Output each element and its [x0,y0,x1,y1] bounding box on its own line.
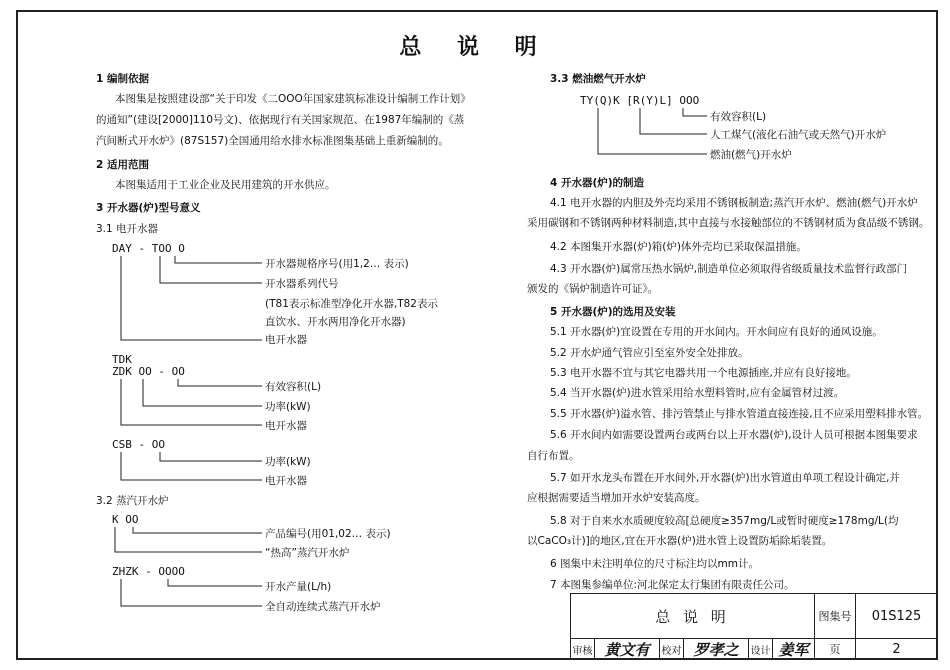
review-signature: 黄文有 [594,638,660,660]
model-code-k: K OO [112,513,139,526]
section-5-text: 5.2 开水炉通气管应引至室外安全处排放。 [550,347,749,359]
design-signature: 姜军 [772,638,815,660]
section-3-heading: 3 开水器(炉)型号意义 [96,202,201,214]
model-label: (T81表示标准型净化开水器,T82表示 [265,298,438,310]
section-4-text: 采用碳钢和不锈钢两种材料制造,其中直接与水接触部位的不锈钢材质为食品级不锈钢。 [527,217,930,229]
section-4-text: 4.3 开水器(炉)属常压热水锅炉,制造单位必须取得省级质量技术监督行政部门 [550,263,908,275]
atlas-number-label: 图集号 [814,593,856,639]
section-5-text: 5.3 电开水器不宜与其它电器共用一个电源插座,并应有良好接地。 [550,367,857,379]
model-label: 电开水器 [265,334,307,346]
section-5-text: 以CaCO₃计)]的地区,宜在开水器(炉)进水管上设置防垢除垢装置。 [527,535,833,547]
model-label: 电开水器 [265,420,307,432]
model-label: 直饮水、开水两用净化开水器) [265,316,406,328]
model-code-tdk: TDK [112,353,132,366]
title-block-name: 总 说 明 [570,593,815,639]
model-label: 电开水器 [265,475,307,487]
section-5-text: 5.6 开水间内如需要设置两台或两台以上开水器(炉),设计人员可根据本图集要求 [550,429,918,441]
model-label: 人工煤气(液化石油气或天然气)开水炉 [710,129,887,141]
section-1-text: 本图集是按照建设部“关于印发《二OOO年国家建筑标准设计编制工作计划》 [115,93,471,105]
section-5-text: 5.8 对于自来水水质硬度较高[总硬度≥357mg/L或暂时硬度≥178mg/L(均 [550,515,899,527]
section-5-text: 5.4 当开水器(炉)进水管采用给水塑料管时,应有金属管材过渡。 [550,387,845,399]
model-label: 功率(kW) [265,456,311,468]
model-label: 功率(kW) [265,401,311,413]
model-label: 燃油(燃气)开水炉 [710,149,792,161]
title-block [570,593,938,660]
section-3-2-heading: 3.2 蒸汽开水炉 [96,495,169,507]
model-label: 有效容积(L) [710,111,767,123]
model-label: 开水器规格序号(用1,2… 表示) [265,258,409,270]
section-2-heading: 2 适用范围 [96,159,149,171]
section-4-heading: 4 开水器(炉)的制造 [550,177,645,189]
section-5-text: 自行布置。 [527,450,580,462]
page-label: 页 [814,638,856,660]
section-5-heading: 5 开水器(炉)的选用及安装 [550,306,676,318]
check-label: 校对 [659,638,684,660]
model-label: 开水产量(L/h) [265,581,332,593]
section-2-text: 本图集适用于工业企业及民用建筑的开水供应。 [115,179,336,191]
model-label: 产品编号(用01,02… 表示) [265,528,391,540]
model-code-ty: TY(Q)K [R(Y)L] OOO [580,94,700,107]
section-4-text: 4.2 本图集开水器(炉)箱(炉)体外壳均已采取保温措施。 [550,241,807,253]
model-label: “热高”蒸汽开水炉 [265,547,350,559]
model-label: 开水器系列代号 [265,278,339,290]
model-label: 有效容积(L) [265,381,322,393]
model-code-zhzk: ZHZK - OOOO [112,565,185,578]
section-7-text: 7 本图集参编单位:河北保定太行集团有限责任公司。 [550,579,795,591]
check-signature: 罗孝之 [683,638,749,660]
section-6-text: 6 图集中未注明单位的尺寸标注均以mm计。 [550,558,759,570]
review-label: 审核 [570,638,595,660]
section-3-1-heading: 3.1 电开水器 [96,223,159,235]
section-4-text: 颁发的《锅炉制造许可证》。 [527,283,659,295]
model-label: 全自动连续式蒸汽开水炉 [265,601,381,613]
design-label: 设计 [748,638,773,660]
section-5-text: 5.1 开水器(炉)宜设置在专用的开水间内。开水间应有良好的通风设施。 [550,326,883,338]
section-5-text: 5.7 如开水龙头布置在开水间外,开水器(炉)出水管道由单项工程设计确定,并 [550,472,900,484]
model-code-csb: CSB - OO [112,438,165,451]
section-5-text: 5.5 开水器(炉)溢水管、排污管禁止与排水管道直接连接,且不应采用塑料排水管。 [550,408,929,420]
model-code-day: DAY - TOO O [112,242,185,255]
section-1-heading: 1 编制依据 [96,73,149,85]
section-1-text: 的通知”(建设[2000]110号文)、依据现行有关国家规范、在1987年编制的《蒸 [96,114,465,126]
page-number: 2 [855,638,938,660]
section-3-3-heading: 3.3 燃油燃气开水炉 [550,73,646,85]
section-4-text: 4.1 电开水器的内胆及外壳均采用不锈钢板制造;蒸汽开水炉、燃油(燃气)开水炉 [550,197,918,209]
page-title: 总 说 明 [399,34,551,60]
section-1-text: 汽间断式开水炉》(87S157)全国通用给水排水标准图集基础上重新编制的。 [96,135,449,147]
atlas-number: 01S125 [855,593,938,639]
section-5-text: 应根据需要适当增加开水炉安装高度。 [527,492,706,504]
model-code-zdk: ZDK OO - OO [112,365,185,378]
